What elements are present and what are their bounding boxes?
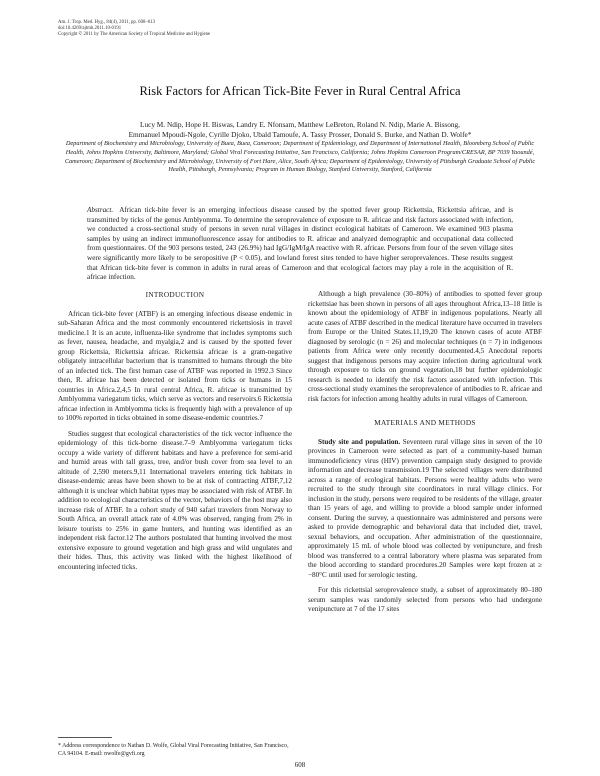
copyright: Copyright © 2011 by The American Society of Tropical Medicine and Hygiene	[58, 32, 211, 38]
journal-header	[58, 20, 358, 39]
page-number: 608	[294, 761, 306, 769]
paper-title: Risk Factors for African Tick-Bite Fever in Rural Central Africa	[139, 84, 461, 98]
author-list	[58, 120, 542, 139]
journal-citation: Am. J. Trop. Med. Hyg., 84(4), 2011, pp. 608–613	[58, 20, 155, 25]
section-heading-introduction: INTRODUCTION	[145, 290, 205, 299]
left-column	[58, 290, 292, 578]
intro-paragraph-1: African tick-bite fever (ATBF) is an emerging infectious disease endemic in sub-Saharan Africa and the most commonly encountered rickettsiosis in travel medicine.1 It is an acute, influenza-like syndrome that includes symptoms such as fever, nausea, headache, and myalgia,2 and is caused by the spotted fever group Rickettsia, Rickettsia africae. Rickettsia africae is a gram-negative obligately intracellular bacterium that is transmitted to humans through the bite of an infected tick. The first human case of ATBF was reported in 1992.3 Since then, R. africae has been detected or isolated from ticks or humans in 15 countries in Africa.2,4,5 In rural central Africa, R. africae is transmitted by Amblyomma variegatum ticks, which serve as vectors and reservoirs.6 Rickettsia africae infection in Amblyomma ticks is frequently high with a prevalence of up to 100% reported in ticks obtained in some disease-endemic countries.7	[58, 309, 292, 422]
abstract-text: African tick-bite fever is an emerging infectious disease caused by the spotted fever group Rickettsia, Rickettsia africae, and is transmitted by ticks of the genus Amblyomma. To determine the seroprevalence of exposure to R. africae and risk factors associated with infection, we conducted a cross-sectional study of persons in seven rural villages in distinct ecological habitats of Cameroon. We examined 903 plasma samples by using an indirect immunofluorescence assay for antibodies to R. africae and analyzed demographic and occupational data collected from questionnaires. Of the 903 persons tested, 243 (26.9%) had IgG/IgM/IgA reactive with R. africae. Persons from four of the seven village sites were significantly more likely to be seropositive (P < 0.05), and lowland forest sites tended to have higher seroprevalences. These results suggest that African tick-bite fever is common in adults in rural areas of Cameroon and that ecological factors may play a role in the acquisition of R. africae infection.	[87, 206, 513, 282]
doi: doi:10.4269/ajtmh.2011.10-0191	[58, 26, 122, 32]
affiliations: Department of Biochemistry and Microbiology, University of Buea, Buea, Cameroon; Department of Epidemiology, and Department of International Health, Bloomberg School of Public Health, Johns Hopkins University, Baltimore, Maryland; Global Viral Forecasting Initiative, San Francisco, California; Johns Hopkins Cameroon Program/CRESAR, BP 7039 Yaoundé, Cameroon; Department of Biochemistry and Microbiology, University of Fort Hare, Alice, South Africa; Department of Epidemiology, University of Pittsburgh Graduate School of Public Health, Pittsburgh, Pennsylvania; Program in Human Biology, Stanford University, Stanford, California	[64, 140, 536, 174]
methods-paragraph-2: For this rickettsial seroprevalence study, a subset of approximately 80–180 serum samples was randomly selected from persons who had undergone venipuncture at 7 of the 17 sites	[308, 586, 542, 613]
section-heading-methods: MATERIALS AND METHODS	[374, 418, 476, 427]
authors-line-1: Lucy M. Ndip, Hope H. Biswas, Landry E. Nfonsam, Matthew LeBreton, Roland N. Ndip, Marie A. Bissong,	[139, 120, 460, 129]
abstract	[87, 206, 513, 283]
authors-line-2: Emmanuel Mpoudi-Ngole, Cyrille Djoko, Ubald Tamoufe, A. Tassy Prosser, Donald S. Burke, and Nathan D. Wolfe*	[128, 129, 472, 139]
intro-paragraph-2: Studies suggest that ecological characteristics of the tick vector influence the epidemiology of this tick-borne disease.7–9 Amblyomma variegatum ticks occupy a wide variety of different habitats and have a preference for semi-arid and humid areas with tall grass, tree, and/or bush cover from sea level to an altitude of 2,590 meters.9,11 International travelers entering tick habitats in disease-endemic areas have been shown to be at risk of contracting ATBF,7,12 although it is unclear which habitat types may be associated with risk of ATBF. In addition to ecological characteristics of the vector, behaviors of the host may also increase risk of ATBF. In a cohort study of 940 safari travelers from Norway to South Africa, an overall attack rate of 4.0% was observed, ranging from 2% in leisure tourists to 25% in game hunters, and hunting was identified as an independent risk factor.12 The authors postulated that hunting involved the most extensive exposure to ground vegetation and high grass and wild ungulates and their hides. Thus, this activity was linked with the highest likelihood of encountering infected ticks.	[58, 429, 292, 571]
intro-paragraph-3: Although a high prevalence (30–80%) of antibodies to spotted fever group rickettsiae has been shown in persons of all ages throughout Africa,13–18 little is known about the epidemiology of ATBF in indigenous populations. Nearly all acute cases of ATBF described in the medical literature have occurred in travelers from Europe or the United States.11,19,20 The known cases of acute ATBF diagnosed by serologic (n = 26) and molecular techniques (n = 7) in indigenous patients from Africa were only recently documented.4,5 Anecdotal reports suggest that indigenous persons may acquire infection during agricultural work through exposure to ticks on ground vegetation,18 but further epidemiologic research is needed to identify the risk factors associated with infection. This cross-sectional study examines the seroprevalence of antibodies to R. africae and risk factors for infection among healthy adults in rural villages of Cameroon.	[308, 290, 542, 403]
correspondence-footnote: * Address correspondence to Nathan D. Wolfe, Global Viral Forecasting Initiative, San Francisco, CA 94104. E-mail: nwolfe@gvfi.org	[58, 743, 289, 757]
subsection-text: Seventeen rural village sites in seven of the 10 provinces in Cameroon were selected as part of a community-based human immunodeficiency virus (HIV) prevention campaign study designed to provide information and decrease transmission.19 The selected villages were distributed across a range of ecological habitats. Persons were healthy adults who were recruited to the study through site coordinators in rural village clinics. For inclusion in the study, persons were required to be residents of the village, greater than 15 years of age, and willing to provide a blood sample under informed consent. During the survey, a questionnaire was administered and persons were asked to provide demographic and behavioral data that included diet, travel, sexual behaviors, and occupation. After administration of the questionnaire, approximately 15 mL of whole blood was collected by venipuncture, and fresh blood was transferred to a central laboratory where plasma was separated from the blood according to standard procedures.20 Samples were kept frozen at ≥ −80°C until used for serologic testing.	[308, 437, 542, 579]
abstract-label: Abstract.	[87, 206, 114, 214]
right-column	[308, 290, 542, 621]
methods-paragraph-1	[308, 438, 542, 581]
footnote-rule	[58, 737, 112, 738]
subsection-label: Study site and population.	[318, 437, 401, 446]
